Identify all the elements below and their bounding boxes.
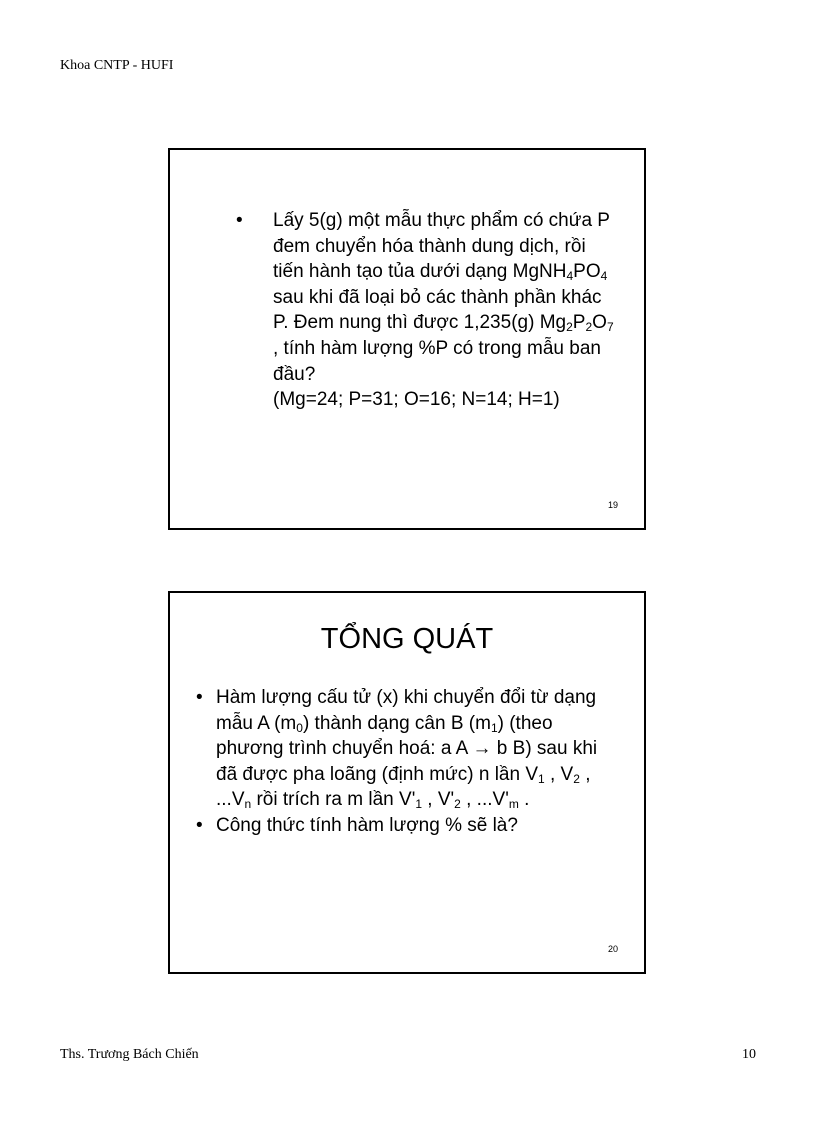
subscript: 4 [566,269,574,284]
slide-20-bullet-2 [196,813,616,839]
subscript: 0 [296,720,303,735]
text-run: , ...V' [460,789,509,811]
slide-number: 20 [607,944,618,954]
subscript: 7 [606,320,614,335]
subscript: 4 [600,269,608,284]
subscript: 2 [454,797,461,812]
text-run: O [592,312,607,334]
subscript: 1 [415,797,423,812]
problem-text [273,210,614,410]
bullet-dot-icon: • [196,814,203,836]
question-text: Công thức tính hàm lượng % sẽ là? [216,814,518,836]
subscript: 1 [538,771,545,786]
text-run: PO [573,261,601,283]
atomic-masses: (Mg=24; P=31; O=16; N=14; H=1) [273,389,560,411]
subscript: n [244,797,252,812]
slide-title: TỔNG QUÁT [320,623,494,655]
text-run: ) (theo phương trình chuyển hoá: a A → b B) sau khi đã được pha loãng (định mức) n lần V [216,712,598,785]
page-number: 10 [742,1047,756,1062]
bullet-dot-icon: • [236,210,243,231]
text-run: , V' [422,789,455,811]
slide-19-bullets [236,208,616,413]
slide-19-bullet [236,208,616,413]
text-run: , V [544,763,574,785]
subscript: 2 [573,771,580,786]
slide-20 [168,591,646,974]
slide-20-bullets [196,685,616,839]
text-run: Hàm lượng cấu tử (x) khi chuyển đổi từ dạng mẫu A (m [216,687,597,734]
bullet-dot-icon: • [196,687,203,708]
page-footer-author: Ths. Trương Bách Chiến [60,1047,199,1062]
slide-19 [168,148,646,530]
subscript: 1 [490,720,498,735]
slide-20-bullet-1 [196,685,616,813]
subscript: m [508,797,519,812]
text-run: , ...V [216,763,591,811]
page-header: Khoa CNTP - HUFI [60,58,174,73]
text-run: , tính hàm lượng %P có trong mẫu ban đầu? [273,337,601,385]
text-run: rồi trích ra m lần V' [251,789,416,811]
text-run: Lấy 5(g) một mẫu thực phẩm có chứa P đem chuyển hóa thành dung dịch, rồi tiến hành tạo tủa dưới dạng MgNH [273,210,610,283]
text-run: . [518,789,530,811]
text-run: ) thành dạng cân B (m [302,712,491,734]
subscript: 2 [566,320,573,335]
text-run: sau khi đã loại bỏ các thành phần khác P. Đem nung thì được 1,235(g) Mg [273,286,602,334]
slide-number: 19 [607,500,618,510]
text-run: P [572,312,586,334]
subscript: 2 [585,320,593,335]
